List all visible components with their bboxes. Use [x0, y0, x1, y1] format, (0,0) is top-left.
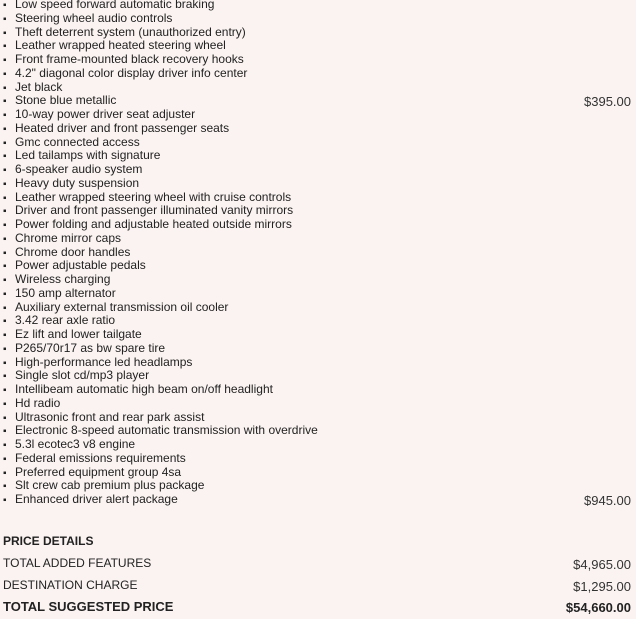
feature-label: Heavy duty suspension — [15, 175, 140, 190]
feature-label: Auxiliary external transmission oil cooler — [15, 299, 229, 314]
bullet-icon: ▪ — [3, 288, 7, 300]
feature-label: Front frame-mounted black recovery hooks — [15, 52, 244, 66]
feature-price: $945.00 — [584, 493, 631, 508]
feature-label: Driver and front passenger illuminated vanity mirrors — [15, 203, 294, 218]
feature-label: Low speed forward automatic braking — [15, 0, 215, 11]
feature-price: $395.00 — [584, 94, 631, 110]
feature-label: Gmc connected access — [15, 134, 140, 149]
bullet-icon: ▪ — [3, 137, 7, 149]
feature-label: P265/70r17 as bw spare tire — [15, 340, 166, 355]
total-added-features-value: $4,965.00 — [573, 557, 631, 572]
feature-item — [3, 177, 633, 191]
feature-label: Ez lift and lower tailgate — [15, 327, 142, 341]
feature-item — [3, 163, 633, 177]
feature-label: Steering wheel audio controls — [15, 10, 173, 25]
feature-item — [3, 136, 633, 150]
feature-item — [3, 94, 633, 108]
feature-item — [3, 259, 633, 273]
feature-label: Leather wrapped heated steering wheel — [15, 38, 226, 53]
feature-item — [3, 452, 633, 466]
bullet-icon: ▪ — [3, 412, 7, 424]
bullet-icon: ▪ — [3, 261, 7, 273]
bullet-icon: ▪ — [3, 55, 7, 66]
feature-label: High-performance led headlamps — [15, 354, 193, 369]
total-suggested-price-label: TOTAL SUGGESTED PRICE — [3, 599, 174, 614]
feature-item — [3, 191, 633, 205]
bullet-icon: ▪ — [3, 247, 7, 259]
feature-label: 150 amp alternator — [15, 285, 116, 300]
feature-item — [3, 328, 633, 342]
feature-item — [3, 246, 633, 260]
feature-label: Jet black — [15, 79, 63, 94]
feature-label: Slt crew cab premium plus package — [15, 478, 205, 493]
bullet-icon: ▪ — [3, 357, 7, 369]
bullet-icon: ▪ — [3, 495, 7, 506]
feature-list — [3, 0, 633, 507]
feature-item — [3, 342, 633, 356]
bullet-icon: ▪ — [3, 41, 7, 53]
feature-item — [3, 424, 633, 438]
bullet-icon: ▪ — [3, 275, 7, 286]
feature-item — [3, 301, 633, 315]
feature-item — [3, 12, 633, 26]
feature-label: Single slot cd/mp3 player — [15, 368, 150, 383]
feature-label: Hd radio — [15, 395, 61, 410]
feature-item — [3, 26, 633, 40]
bullet-icon: ▪ — [3, 192, 7, 204]
bullet-icon: ▪ — [3, 82, 7, 94]
feature-label: Chrome mirror caps — [15, 230, 122, 245]
feature-label: 3.42 rear axle ratio — [15, 313, 116, 328]
feature-label: 6-speaker audio system — [15, 162, 143, 176]
feature-label: Led tailamps with signature — [15, 148, 161, 163]
feature-item — [3, 67, 633, 81]
bullet-icon: ▪ — [3, 165, 7, 176]
bullet-icon: ▪ — [3, 371, 7, 383]
bullet-icon: ▪ — [3, 151, 7, 163]
feature-label: Enhanced driver alert package — [15, 492, 178, 506]
feature-item — [3, 108, 633, 122]
feature-item — [3, 356, 633, 370]
bullet-icon: ▪ — [3, 453, 7, 465]
total-added-features-row — [3, 552, 633, 574]
feature-item — [3, 81, 633, 95]
feature-label: Ultrasonic front and rear park assist — [15, 409, 205, 424]
feature-item — [3, 411, 633, 425]
bullet-icon: ▪ — [3, 0, 7, 11]
feature-item — [3, 204, 633, 218]
feature-item — [3, 287, 633, 301]
bullet-icon: ▪ — [3, 467, 7, 479]
bullet-icon: ▪ — [3, 343, 7, 355]
feature-item — [3, 218, 633, 232]
feature-item — [3, 397, 633, 411]
destination-charge-label: DESTINATION CHARGE — [3, 578, 138, 592]
feature-label: Intellibeam automatic high beam on/off headlight — [15, 382, 273, 396]
destination-charge-value: $1,295.00 — [573, 579, 631, 594]
bullet-icon: ▪ — [3, 330, 7, 341]
feature-label: 4.2" diagonal color display driver info center — [15, 65, 248, 80]
bullet-icon: ▪ — [3, 440, 7, 451]
bullet-icon: ▪ — [3, 220, 7, 231]
bullet-icon: ▪ — [3, 123, 7, 135]
bullet-icon: ▪ — [3, 481, 7, 493]
total-suggested-price-value: $54,660.00 — [565, 600, 631, 615]
bullet-icon: ▪ — [3, 385, 7, 396]
feature-item — [3, 149, 633, 163]
bullet-icon: ▪ — [3, 233, 7, 245]
feature-label: Chrome door handles — [15, 244, 131, 259]
price-details-heading: PRICE DETAILS — [3, 534, 94, 548]
feature-item — [3, 232, 633, 246]
feature-item — [3, 493, 633, 507]
feature-item — [3, 39, 633, 53]
price-details-section — [3, 532, 633, 618]
feature-label: Federal emissions requirements — [15, 450, 186, 465]
bullet-icon: ▪ — [3, 68, 7, 80]
feature-item — [3, 53, 633, 67]
bullet-icon: ▪ — [3, 316, 7, 328]
feature-label: Electronic 8-speed automatic transmission with overdrive — [15, 423, 318, 438]
feature-label: Power folding and adjustable heated outside mirrors — [15, 217, 292, 231]
feature-item — [3, 383, 633, 397]
feature-item — [3, 273, 633, 287]
feature-label: Heated driver and front passenger seats — [15, 120, 230, 135]
feature-label: Theft deterrent system (unauthorized entry) — [15, 24, 246, 39]
bullet-icon: ▪ — [3, 426, 7, 438]
feature-label: 10-way power driver seat adjuster — [15, 107, 196, 121]
bullet-icon: ▪ — [3, 96, 7, 108]
feature-item — [3, 369, 633, 383]
bullet-icon: ▪ — [3, 178, 7, 190]
feature-label: Power adjustable pedals — [15, 258, 146, 273]
feature-item — [3, 122, 633, 136]
feature-label: Preferred equipment group 4sa — [15, 464, 182, 479]
feature-label: Leather wrapped steering wheel with cruise controls — [15, 189, 292, 204]
feature-label: 5.3l ecotec3 v8 engine — [15, 437, 136, 451]
bullet-icon: ▪ — [3, 398, 7, 410]
feature-label: Wireless charging — [15, 272, 111, 286]
bullet-icon: ▪ — [3, 27, 7, 39]
feature-item — [3, 479, 633, 493]
total-added-features-label: TOTAL ADDED FEATURES — [3, 556, 152, 570]
bullet-icon: ▪ — [3, 302, 7, 314]
feature-label: Stone blue metallic — [15, 93, 117, 108]
feature-item — [3, 438, 633, 452]
bullet-icon: ▪ — [3, 206, 7, 218]
bullet-icon: ▪ — [3, 13, 7, 25]
feature-item — [3, 314, 633, 328]
feature-item — [3, 466, 633, 480]
bullet-icon: ▪ — [3, 110, 7, 121]
destination-charge-row — [3, 574, 633, 596]
